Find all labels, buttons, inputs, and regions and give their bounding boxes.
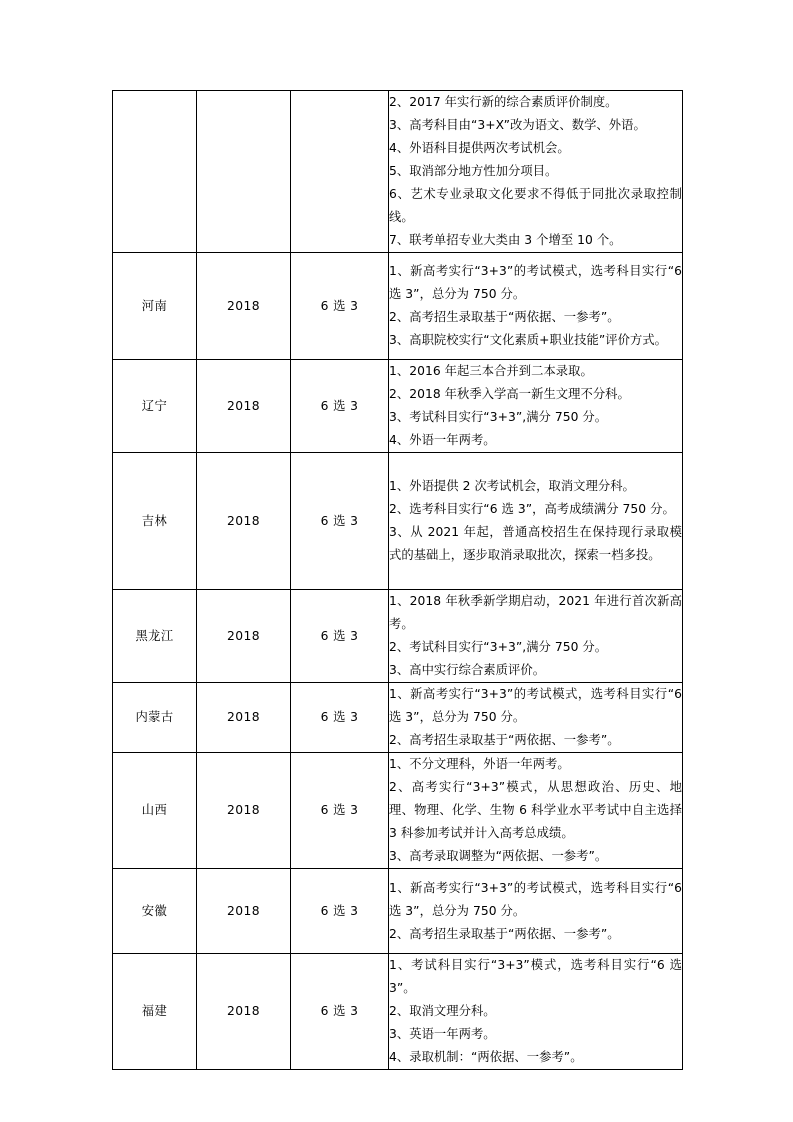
detail-line: 2、取消文理分科。 bbox=[389, 1004, 496, 1018]
cell-mode bbox=[291, 590, 389, 683]
year-label: 2018 bbox=[227, 803, 260, 817]
cell-province bbox=[113, 253, 197, 360]
detail-line: 2、高考招生录取基于“两依据、一参考”。 bbox=[389, 733, 620, 747]
cell-details bbox=[389, 360, 683, 453]
detail-line: 1、新高考实行“3+3”的考试模式，选考科目实行“6 选 3”，总分为 750 分。 bbox=[389, 687, 682, 724]
cell-mode bbox=[291, 954, 389, 1070]
cell-mode bbox=[291, 869, 389, 954]
detail-line: 4、外语一年两考。 bbox=[389, 433, 496, 447]
mode-label: 6 选 3 bbox=[320, 903, 359, 918]
table-row bbox=[113, 869, 683, 954]
table-row bbox=[113, 590, 683, 683]
table-row bbox=[113, 91, 683, 253]
cell-year bbox=[197, 753, 291, 869]
mode-label: 6 选 3 bbox=[320, 710, 359, 724]
year-label: 2018 bbox=[227, 903, 260, 918]
cell-year bbox=[197, 869, 291, 954]
detail-line: 1、外语提供 2 次考试机会，取消文理分科。 bbox=[389, 479, 635, 493]
detail-line: 2、2018 年秋季入学高一新生文理不分科。 bbox=[389, 387, 630, 401]
table-row bbox=[113, 453, 683, 590]
detail-line: 3、从 2021 年起，普通高校招生在保持现行录取模式的基础上，逐步取消录取批次，探索一档多投。 bbox=[389, 525, 682, 562]
table-body bbox=[113, 91, 683, 1070]
detail-line: 2、高考实行“3+3”模式，从思想政治、历史、地理、物理、化学、生物 6 科学业水平考试中自主选择 3 科参加考试并计入高考总成绩。 bbox=[389, 780, 682, 840]
cell-year bbox=[197, 91, 291, 253]
province-label: 辽宁 bbox=[141, 398, 168, 413]
detail-line: 3、高考录取调整为“两依据、一参考”。 bbox=[389, 849, 608, 863]
cell-province bbox=[113, 360, 197, 453]
detail-line: 1、不分文理科，外语一年两考。 bbox=[389, 757, 570, 771]
detail-line: 7、联考单招专业大类由 3 个增至 10 个。 bbox=[389, 233, 622, 247]
cell-details bbox=[389, 753, 683, 869]
detail-line: 1、新高考实行“3+3”的考试模式，选考科目实行“6 选 3”，总分为 750 分。 bbox=[389, 264, 682, 301]
cell-province bbox=[113, 869, 197, 954]
cell-mode bbox=[291, 360, 389, 453]
mode-label: 6 选 3 bbox=[320, 803, 359, 817]
detail-line: 3、英语一年两考。 bbox=[389, 1027, 496, 1041]
mode-label: 6 选 3 bbox=[320, 513, 359, 528]
detail-line: 6、艺术专业录取文化要求不得低于同批次录取控制线。 bbox=[389, 187, 682, 224]
cell-province bbox=[113, 453, 197, 590]
cell-year bbox=[197, 360, 291, 453]
mode-label: 6 选 3 bbox=[320, 628, 359, 643]
province-label: 河南 bbox=[141, 298, 168, 313]
cell-mode bbox=[291, 91, 389, 253]
detail-line: 2、2017 年实行新的综合素质评价制度。 bbox=[389, 95, 618, 109]
detail-line: 1、新高考实行“3+3”的考试模式，选考科目实行“6 选 3”，总分为 750 分。 bbox=[389, 880, 682, 918]
detail-line: 3、高考科目由“3+X”改为语文、数学、外语。 bbox=[389, 118, 646, 132]
detail-line: 2、高考招生录取基于“两依据、一参考”。 bbox=[389, 926, 620, 941]
detail-line: 1、考试科目实行“3+3”模式，选考科目实行“6 选 3”。 bbox=[389, 958, 682, 995]
year-label: 2018 bbox=[227, 398, 260, 413]
year-label: 2018 bbox=[227, 710, 260, 724]
cell-year bbox=[197, 954, 291, 1070]
detail-line: 1、2016 年起三本合并到二本录取。 bbox=[389, 364, 593, 378]
cell-province bbox=[113, 954, 197, 1070]
cell-details bbox=[389, 453, 683, 590]
detail-line: 2、选考科目实行“6 选 3”，高考成绩满分 750 分。 bbox=[389, 502, 675, 516]
table-row bbox=[113, 253, 683, 360]
year-label: 2018 bbox=[227, 513, 260, 528]
table-row bbox=[113, 360, 683, 453]
detail-line: 2、考试科目实行“3+3”,满分 750 分。 bbox=[389, 640, 608, 654]
table-row bbox=[113, 683, 683, 753]
detail-line: 3、高职院校实行“文化素质+职业技能”评价方式。 bbox=[389, 333, 668, 347]
mode-label: 6 选 3 bbox=[320, 1004, 359, 1018]
detail-line: 2、高考招生录取基于“两依据、一参考”。 bbox=[389, 310, 620, 324]
province-label: 吉林 bbox=[141, 513, 168, 528]
year-label: 2018 bbox=[227, 1004, 260, 1018]
mode-label: 6 选 3 bbox=[320, 298, 359, 313]
cell-province bbox=[113, 753, 197, 869]
cell-year bbox=[197, 253, 291, 360]
cell-province bbox=[113, 590, 197, 683]
policy-table-container bbox=[112, 90, 682, 1070]
cell-mode bbox=[291, 253, 389, 360]
mode-label: 6 选 3 bbox=[320, 398, 359, 413]
year-label: 2018 bbox=[227, 298, 260, 313]
province-policy-table bbox=[112, 90, 683, 1070]
detail-line: 4、录取机制：“两依据、一参考”。 bbox=[389, 1050, 583, 1064]
year-label: 2018 bbox=[227, 628, 260, 643]
cell-province bbox=[113, 683, 197, 753]
detail-line: 3、考试科目实行“3+3”,满分 750 分。 bbox=[389, 410, 608, 424]
province-label: 安徽 bbox=[141, 903, 168, 918]
detail-line: 4、外语科目提供两次考试机会。 bbox=[389, 141, 570, 155]
cell-details bbox=[389, 954, 683, 1070]
cell-details bbox=[389, 683, 683, 753]
province-label: 福建 bbox=[141, 1004, 168, 1018]
cell-year bbox=[197, 453, 291, 590]
cell-mode bbox=[291, 753, 389, 869]
cell-year bbox=[197, 590, 291, 683]
cell-details bbox=[389, 869, 683, 954]
detail-line: 1、2018 年秋季新学期启动，2021 年进行首次新高考。 bbox=[389, 594, 682, 631]
cell-province bbox=[113, 91, 197, 253]
province-label: 黑龙江 bbox=[135, 628, 174, 643]
province-label: 内蒙古 bbox=[135, 710, 174, 724]
province-label: 山西 bbox=[141, 803, 168, 817]
cell-details bbox=[389, 590, 683, 683]
detail-line: 5、取消部分地方性加分项目。 bbox=[389, 164, 558, 178]
cell-mode bbox=[291, 453, 389, 590]
cell-details bbox=[389, 91, 683, 253]
table-row bbox=[113, 753, 683, 869]
cell-details bbox=[389, 253, 683, 360]
table-row bbox=[113, 954, 683, 1070]
cell-year bbox=[197, 683, 291, 753]
cell-mode bbox=[291, 683, 389, 753]
detail-line: 3、高中实行综合素质评价。 bbox=[389, 663, 546, 677]
